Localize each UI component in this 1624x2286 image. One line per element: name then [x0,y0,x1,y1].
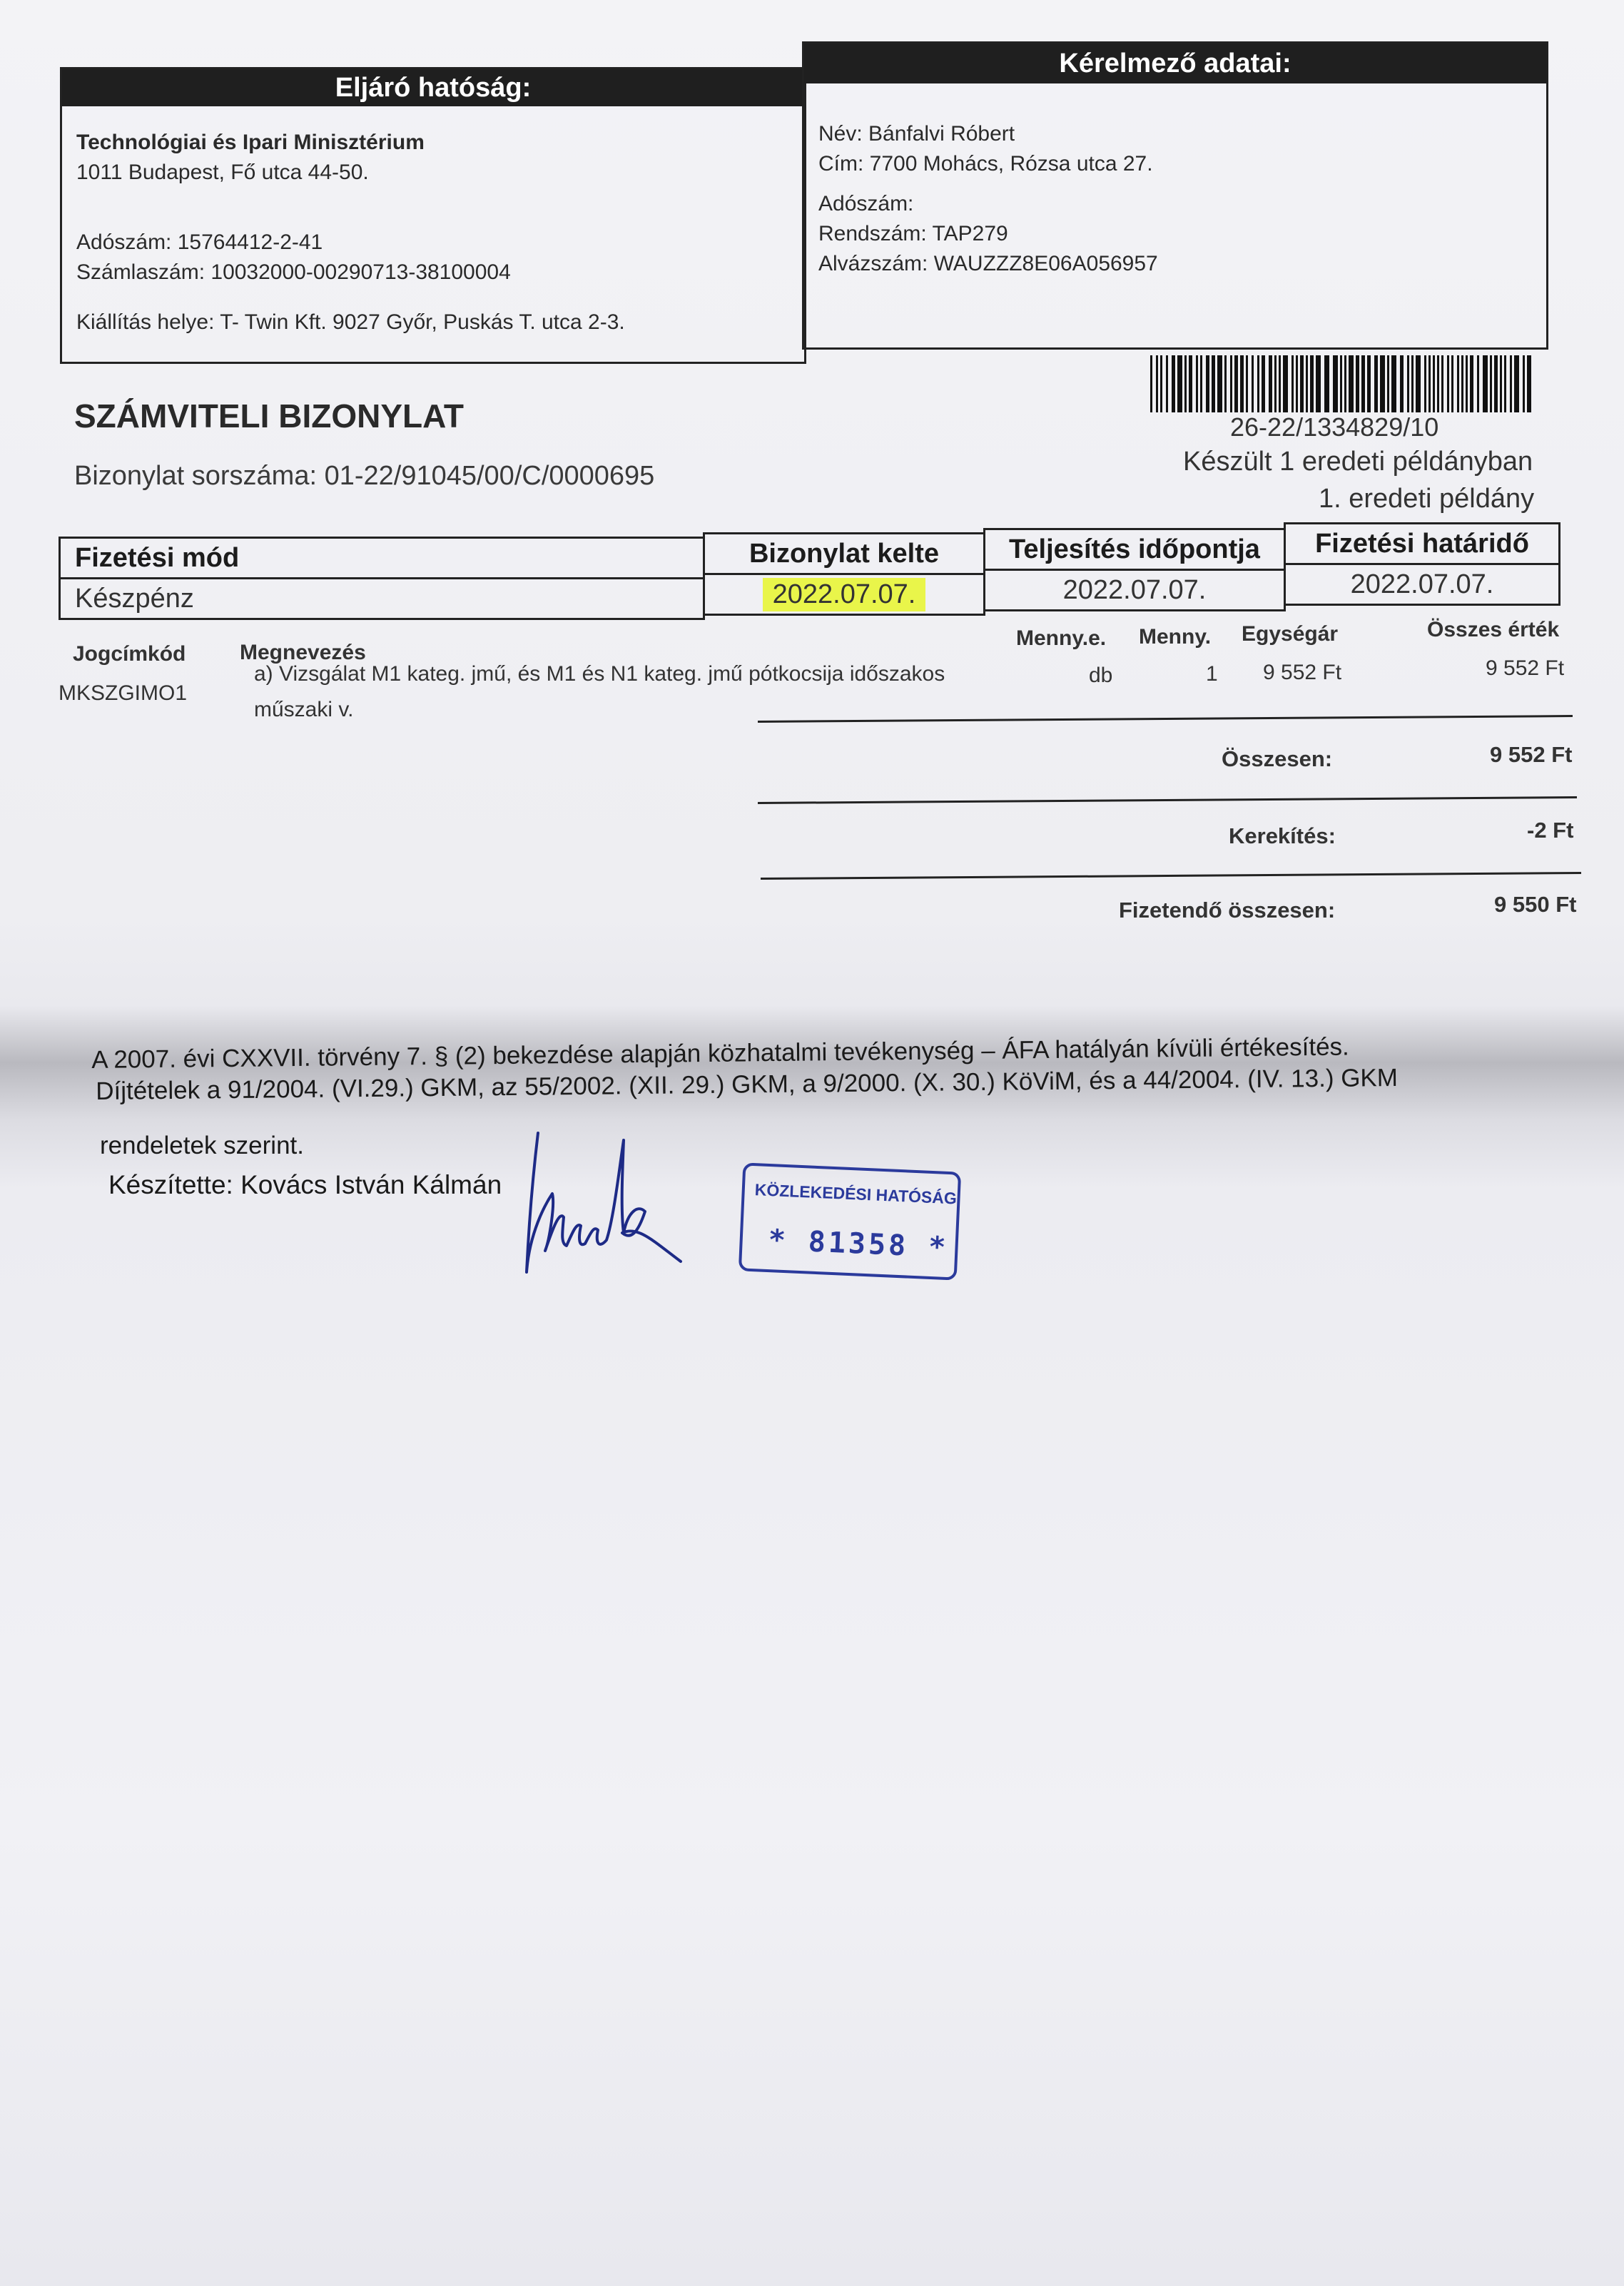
document-serial: Bizonylat sorszáma: 01-22/91045/00/C/0000695 [74,461,655,491]
totals-divider-3 [761,872,1581,880]
payment-method-value: Készpénz [59,577,705,620]
authority-header: Eljáró hatóság: [62,69,804,106]
copy-number: 1. eredeti példány [1319,484,1535,514]
authority-box [60,67,806,364]
stamp-title: KÖZLEKEDÉSI HATÓSÁG [754,1180,958,1208]
payment-deadline-value: 2022.07.07. [1284,563,1560,606]
item-qty: 1 [1206,662,1218,686]
sum-label: Összesen: [1222,746,1333,771]
transport-authority-stamp [739,1162,961,1280]
barcode [1150,355,1531,412]
rounding-label: Kerekítés: [1229,823,1336,848]
applicant-address: Cím: 7700 Mohács, Rózsa utca 27. [818,152,1153,176]
items-header-unit: Menny.e. [1016,626,1107,650]
item-code: MKSZGIMO1 [59,681,188,705]
items-header-code: Jogcímkód [73,642,186,666]
applicant-vin: Alvázszám: WAUZZZ8E06A056957 [818,252,1158,275]
payment-method-header: Fizetési mód [59,537,705,579]
rounding-value: -2 Ft [1527,818,1574,843]
item-name-line2: műszaki v. [254,698,354,721]
signature [517,1126,691,1281]
sum-value: 9 552 Ft [1490,742,1573,767]
document-date-value: 2022.07.07. [703,573,985,616]
items-header-name: Megnevezés [240,641,366,664]
applicant-header: Kérelmező adatai: [804,44,1546,83]
authority-tax-id: Adószám: 15764412-2-41 [76,230,323,254]
applicant-plate: Rendszám: TAP279 [818,222,1008,245]
prepared-by: Készítette: Kovács István Kálmán [108,1170,502,1199]
completion-date-header: Teljesítés időpontja [983,528,1286,571]
items-header-qty: Menny. [1139,625,1212,649]
item-unit: db [1089,664,1113,687]
payment-deadline-header: Fizetési határidő [1284,522,1560,565]
authority-name: Technológiai és Ipari Minisztérium [76,131,425,154]
authority-account: Számlaszám: 10032000-00290713-38100004 [76,260,511,284]
barcode-number: 26-22/1334829/10 [1230,412,1439,442]
totals-divider-2 [758,796,1577,804]
stamp-number: * 81358 * [767,1224,950,1265]
footer-line-1: A 2007. évi CXXVII. törvény 7. § (2) bekezdése alapján közhatalmi tevékenység – ÁFA hatályán kívüli értékesítés. [91,1032,1349,1074]
item-unit-price: 9 552 Ft [1263,661,1342,684]
document-date-header: Bizonylat kelte [703,532,985,575]
document-title: SZÁMVITELI BIZONYLAT [74,397,465,435]
footer-line-3: rendeletek szerint. [100,1132,304,1159]
applicant-name: Név: Bánfalvi Róbert [818,122,1015,146]
authority-place: Kiállítás helye: T- Twin Kft. 9027 Győr, Puskás T. utca 2-3. [76,310,625,334]
item-name-line1: a) Vizsgálat M1 kateg. jmű, és M1 és N1 kateg. jmű pótkocsija időszakos [254,662,945,686]
items-header-unit-price: Egységár [1242,622,1339,646]
authority-address: 1011 Budapest, Fő utca 44-50. [76,161,369,184]
totals-divider-1 [758,715,1573,723]
item-total: 9 552 Ft [1486,656,1565,680]
items-header-total: Összes érték [1427,618,1560,641]
completion-date-value: 2022.07.07. [983,569,1286,611]
applicant-tax-id: Adószám: [818,192,914,215]
applicant-box [802,41,1548,350]
payable-value: 9 550 Ft [1494,892,1577,917]
payable-label: Fizetendő összesen: [1119,898,1336,923]
copies-note: Készült 1 eredeti példányban [1183,447,1533,477]
footer-line-2: Díjtételek a 91/2004. (VI.29.) GKM, az 55/2002. (XII. 29.) GKM, a 9/2000. (X. 30.) KöViM, és a 44/2004. (IV. 13.) GKM [96,1063,1399,1105]
